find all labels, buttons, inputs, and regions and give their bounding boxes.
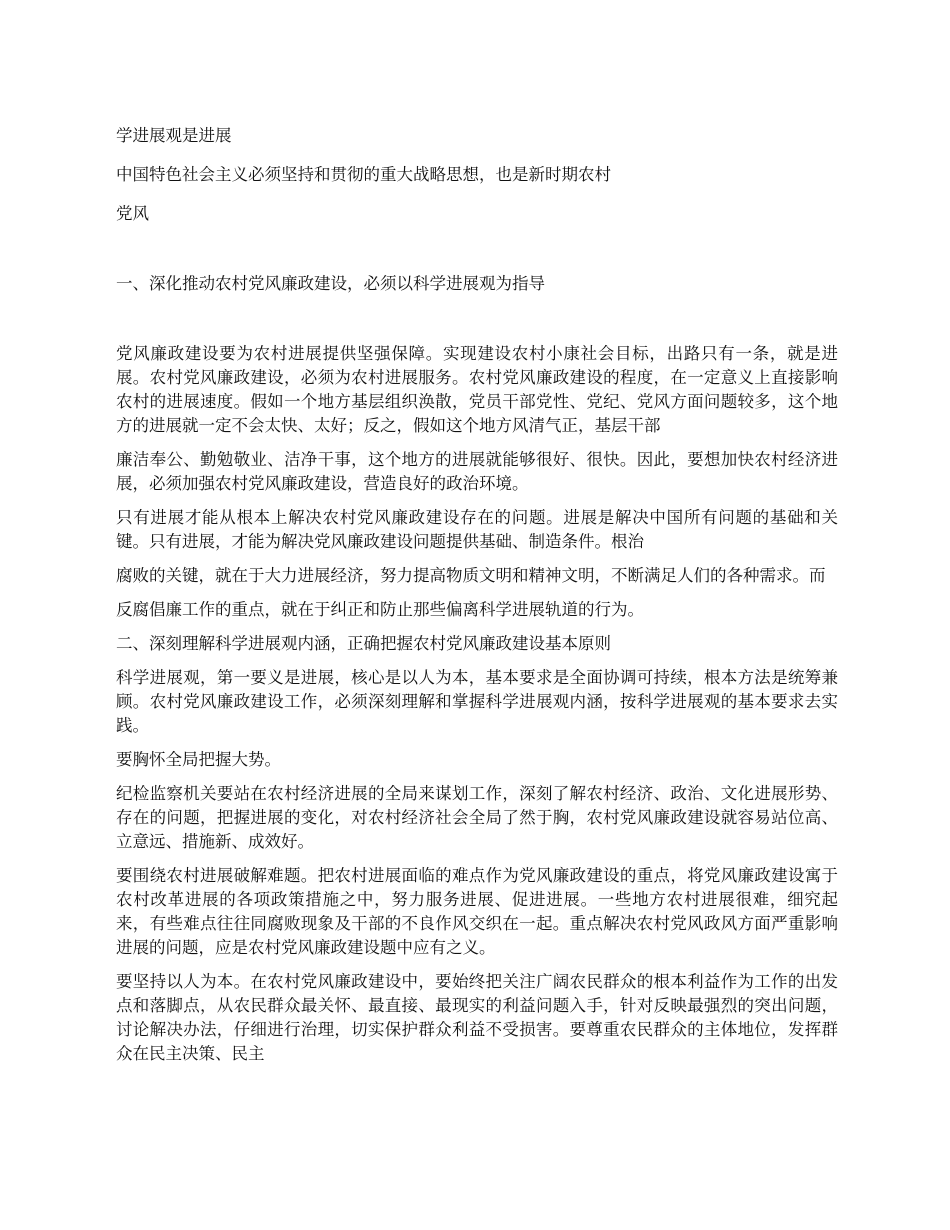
paragraph: 只有进展才能从根本上解决农村党风廉政建设存在的问题。进展是解决中国所有问题的基础和关键。只有进展，才能为解决党风廉政建设问题提供基础、制造条件。根治: [116, 508, 838, 551]
document-body: [116, 124, 838, 1076]
section-heading-2: 二、深刻理解科学进展观内涵，正确把握农村党风廉政建设基本原则: [116, 634, 611, 653]
paragraph: 腐败的关键，就在于大力进展经济，努力提高物质文明和精神文明，不断满足人们的各种需求。而: [116, 566, 826, 585]
subtitle-line: 中国特色社会主义必须坚持和贯彻的重大战略思想，也是新时期农村: [116, 165, 611, 184]
section-heading-1: 一、深化推动农村党风廉政建设，必须以科学进展观为指导: [116, 274, 545, 293]
paragraph: 要围绕农村进展破解难题。把农村进展面临的难点作为党风廉政建设的重点，将党风廉政建设寓于农村改革进展的各项政策措施之中，努力服务进展、促进进展。一些地方农村进展很难，细究起来，有些难点往往同腐败现象及干部的不良作风交织在一起。重点解决农村党风政风方面严重影响进展的问题，应是农村党风廉政建设题中应有之义。: [116, 866, 838, 957]
paragraph: 科学进展观，第一要义是进展，核心是以人为本，基本要求是全面协调可持续，根本方法是统筹兼顾。农村党风廉政建设工作，必须深刻理解和掌握科学进展观内涵，按科学进展观的基本要求去实践。: [116, 668, 838, 735]
paragraph: 反腐倡廉工作的重点，就在于纠正和防止那些偏离科学进展轨道的行为。: [116, 600, 644, 619]
paragraph: 要胸怀全局把握大势。: [116, 750, 281, 769]
subtitle-continuation: 党风: [116, 204, 149, 223]
paragraph: 要坚持以人为本。在农村党风廉政建设中，要始终把关注广阔农民群众的根本利益作为工作的出发点和落脚点，从农民群众最关怀、最直接、最现实的利益问题入手，针对反映最强烈的突出问题，讨论解决办法，仔细进行治理，切实保护群众利益不受损害。要尊重农民群众的主体地位，发挥群众在民主决策、民主: [116, 972, 838, 1063]
paragraph: 廉洁奉公、勤勉敬业、洁净干事，这个地方的进展就能够很好、很快。因此，要想加快农村经济进展，必须加强农村党风廉政建设，营造良好的政治环境。: [116, 450, 838, 493]
paragraph: 党风廉政建设要为农村进展提供坚强保障。实现建设农村小康社会目标，出路只有一条，就是进展。农村党风廉政建设，必须为农村进展服务。农村党风廉政建设的程度，在一定意义上直接影响农村的进展速度。假如一个地方基层组织涣散，党员干部党性、党纪、党风方面问题较多，这个地方的进展就一定不会太快、太好；反之，假如这个地方风清气正，基层干部: [116, 344, 838, 435]
paragraph: 纪检监察机关要站在农村经济进展的全局来谋划工作，深刻了解农村经济、政治、文化进展形势、存在的问题，把握进展的变化，对农村经济社会全局了然于胸，农村党风廉政建设就容易站位高、立意远、措施新、成效好。: [116, 784, 838, 851]
title-line: 学进展观是进展: [116, 126, 232, 145]
